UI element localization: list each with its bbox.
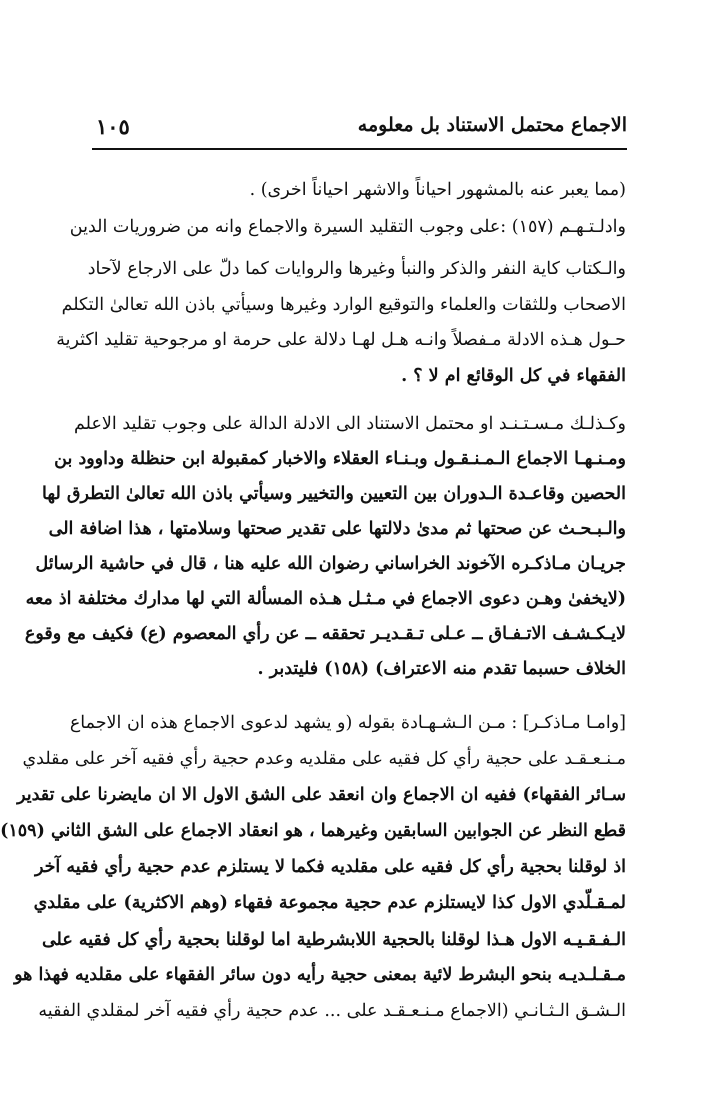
paragraph-4-line-4: قطع النظر عن الجوابين السابقين وغيرهما ، هو انعقاد الاجماع على الشق الثاني (١٥٩) xyxy=(0,821,626,841)
paragraph-3-line-1: وكـذلـك مـسـتـنـد او محتمل الاستناد الى الادلة الدالة على وجوب تقليد الاعلم xyxy=(74,414,626,434)
paragraph-2-line-2: والـكتاب كاية النفر والذكر والنبأ وغيرها والروايات كما دلّ على الارجاع لآحاد xyxy=(87,259,626,279)
paragraph-3-line-2: ومـنـهـا الاجماع الـمـنـقـول وبـنـاء العقلاء والاخبار كمقبولة ابن حنظلة وداوود بن xyxy=(54,449,626,469)
paragraph-2-line-5: الفقهاء في كل الوقائع ام لا ؟ . xyxy=(401,366,626,386)
paragraph-1-line-1: (مما يعبر عنه بالمشهور احياناً والاشهر احياناً اخرى) . xyxy=(249,180,626,200)
paragraph-4-line-7: الـفـقـيـه الاول هـذا لوقلنا بالحجية اللابشرطية اما لوقلنا بحجية رأي كل فقيه على xyxy=(41,930,626,950)
page-number: ١٠٥ xyxy=(96,114,130,139)
paragraph-4-line-5: اذ لوقلنا بحجية رأي كل فقيه على مقلديه فكما لا يستلزم عدم حجية رأي فقيه آخر xyxy=(34,857,626,877)
header-rule xyxy=(92,148,627,150)
header-title: الاجماع محتمل الاستناد بل معلومه xyxy=(357,114,627,136)
paragraph-4-line-8: مـقـلـديـه بنحو البشرط لائية بمعنى حجية رأيه دون سائر الفقهاء على مقلديه فهذا هو xyxy=(14,965,626,985)
paragraph-2-line-4: حـول هـذه الادلة مـفصلاً وانـه هـل لهـا دلالة على حرمة او مرجوحية تقليد اكثرية xyxy=(56,330,626,350)
paragraph-3-line-3: الحصين وقاعـدة الـدوران بين التعيين والتخيير وسيأتي باذن الله تعالىٰ التطرق لها xyxy=(42,484,626,504)
paragraph-3-line-8: الخلاف حسبما تقدم منه الاعتراف) (١٥٨) فليتدبر . xyxy=(257,659,626,679)
paragraph-4-line-6: لمـقـلّدي الاول كذا لايستلزم عدم حجية مجموعة فقهاء (وهم الاكثرية) على مقلدي xyxy=(33,893,626,913)
paragraph-3-line-5: جريـان مـاذكـره الآخوند الخراساني رضوان الله عليه هنا ، قال في حاشية الرسائل xyxy=(35,554,626,574)
paragraph-4-line-1: [وامـا مـاذكـر] : مـن الـشـهـادة بقوله (و يشهد لدعوى الاجماع هذه ان الاجماع xyxy=(69,713,626,733)
paragraph-4-line-3: سـائر الفقهاء) ففيه ان الاجماع وان انعقد على الشق الاول الا ان مايضرنا على تقدير xyxy=(17,785,626,805)
paragraph-4-line-2: مـنـعـقـد على حجية رأي كل فقيه على مقلديه وعدم حجية رأي فقيه آخر على مقلدي xyxy=(22,749,626,769)
paragraph-3-line-6: (لايخفىٰ وهـن دعوى الاجماع في مـثـل هـذه المسألة التي لها مدارك مختلفة اذ معه xyxy=(25,589,626,609)
paragraph-3-line-7: لايـكـشـف الاتـفـاق ــ عـلى تـقـديـر تحققه ــ عن رأي المعصوم (ع) فكيف مع وقوع xyxy=(24,624,626,644)
running-header xyxy=(92,110,627,146)
paragraph-2-line-3: الاصحاب وللثقات والعلماء والتوقيع الوارد وغيرها وسيأتي باذن الله تعالىٰ التكلم xyxy=(61,295,626,315)
paragraph-3-line-4: والـبـحـث عن صحتها ثم مدىٰ دلالتها على تقدير صحتها وسلامتها ، هذا اضافة الى xyxy=(48,519,626,539)
paragraph-2-line-1: وادلـتـهـم (١٥٧) :على وجوب التقليد السيرة والاجماع وانه من ضروريات الدين xyxy=(69,217,626,237)
paragraph-4-line-9: الـشـق الـثـانـي (الاجماع مـنـعـقـد على ... عدم حجية رأي فقيه آخر لمقلدي الفقيه xyxy=(38,1001,626,1021)
